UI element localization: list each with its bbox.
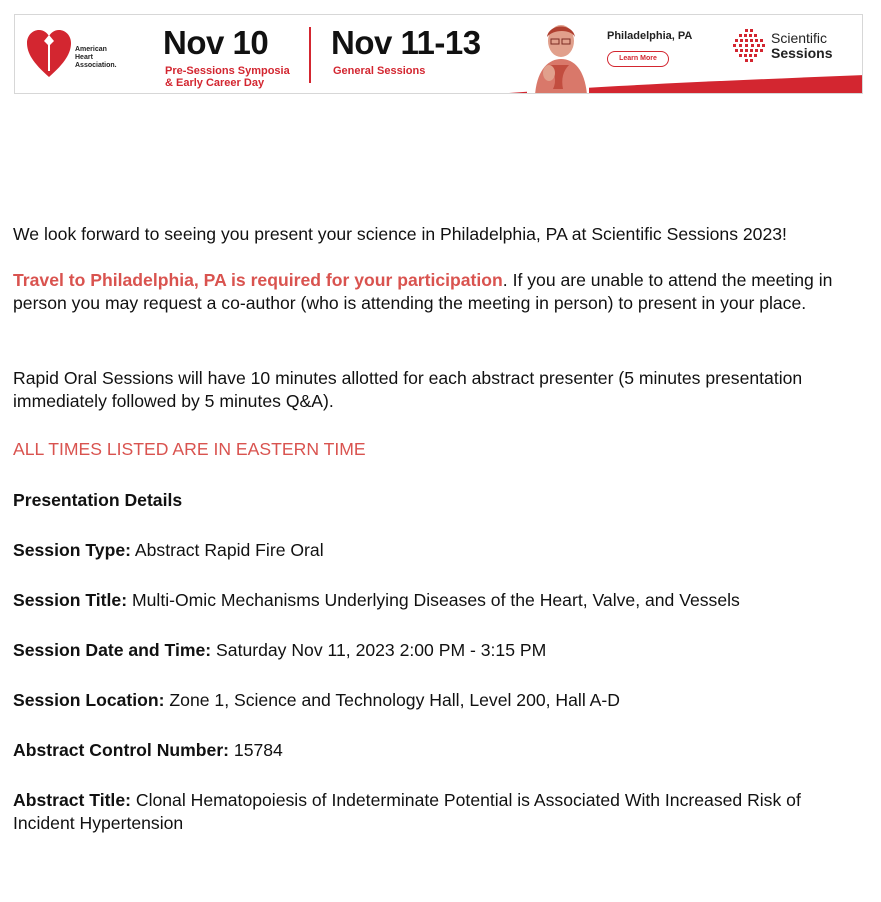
- detail-label: Session Location:: [13, 690, 165, 710]
- detail-value: Zone 1, Science and Technology Hall, Level 200, Hall A-D: [164, 690, 620, 710]
- scientific-sessions-globe-icon: [731, 27, 767, 67]
- time-zone-note: ALL TIMES LISTED ARE IN EASTERN TIME: [13, 439, 366, 459]
- org-name-line: Heart: [75, 54, 93, 61]
- org-name-line: Association.: [75, 62, 117, 69]
- org-name-line: American: [75, 46, 107, 53]
- detail-label: Session Date and Time:: [13, 640, 212, 660]
- abstract-control-number-row: [13, 739, 853, 762]
- session-date-time-row: [13, 639, 853, 662]
- intro-paragraph: We look forward to seeing you present your science in Philadelphia, PA at Scientific Sessions 2023!: [13, 224, 787, 244]
- pre-sessions-line: Pre-Sessions Symposia: [165, 65, 290, 77]
- detail-label: Abstract Title:: [13, 790, 131, 810]
- rapid-oral-paragraph: Rapid Oral Sessions will have 10 minutes allotted for each abstract presenter (5 minutes presentation immediately followed by 5 minutes Q&A).: [13, 368, 803, 411]
- travel-requirement-note: Travel to Philadelphia, PA is required for your participation: [13, 270, 503, 290]
- date-divider: [309, 27, 311, 83]
- email-body: [13, 223, 853, 835]
- learn-more-button[interactable]: Learn More: [607, 51, 669, 67]
- wordmark-line: Scientific: [771, 30, 828, 46]
- detail-label: Session Title:: [13, 590, 128, 610]
- detail-value: Saturday Nov 11, 2023 2:00 PM - 3:15 PM: [211, 640, 547, 660]
- organization-name: [75, 46, 145, 70]
- presentation-details-heading: Presentation Details: [13, 490, 183, 510]
- detail-value: 15784: [229, 740, 283, 760]
- scientific-sessions-wordmark: [771, 31, 832, 61]
- general-sessions-label: General Sessions: [333, 65, 426, 77]
- pre-sessions-date: Nov 10: [163, 24, 269, 61]
- wordmark-line: Sessions: [771, 45, 833, 61]
- travel-paragraph: [13, 269, 853, 315]
- session-location-row: [13, 689, 853, 712]
- pre-sessions-line: & Early Career Day: [165, 77, 265, 89]
- detail-label: Abstract Control Number:: [13, 740, 230, 760]
- session-title-row: [13, 589, 853, 612]
- session-type-row: [13, 539, 853, 562]
- detail-value: Abstract Rapid Fire Oral: [130, 540, 324, 560]
- travel-alternative-text: . If you are unable to attend the meeting in person you may request a co-author (who is attending the meeting in person) to present in your place.: [13, 270, 833, 313]
- pre-sessions-description: [165, 65, 290, 89]
- presenter-photo: [527, 17, 589, 94]
- detail-label: Session Type:: [13, 540, 131, 560]
- general-sessions-date: Nov 11-13: [331, 24, 481, 61]
- event-city: Philadelphia, PA: [607, 30, 693, 42]
- abstract-title-row: [13, 789, 853, 835]
- heart-torch-logo-icon: [27, 27, 71, 79]
- detail-value: Multi-Omic Mechanisms Underlying Diseases of the Heart, Valve, and Vessels: [127, 590, 740, 610]
- event-banner[interactable]: [14, 14, 863, 94]
- detail-value: Clonal Hematopoiesis of Indeterminate Potential is Associated With Increased Risk of Incident Hypertension: [13, 790, 801, 833]
